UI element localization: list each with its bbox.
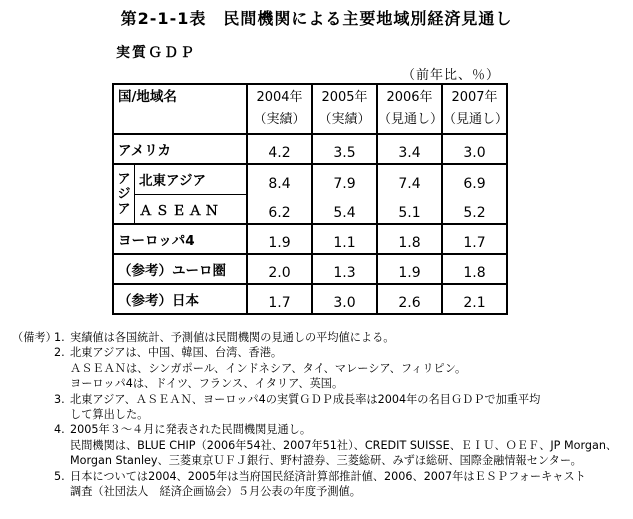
header-row (113, 84, 507, 134)
note-line: ヨーロッパ4は、ドイツ、フランス、イタリア、英国。 (70, 377, 344, 391)
year-kind: （実績） (318, 112, 371, 127)
unit-label: （前年比、％） (402, 68, 501, 83)
table-row (113, 224, 507, 254)
note-item (12, 422, 632, 468)
asia-char: ジ (117, 186, 131, 202)
table-row (113, 134, 507, 164)
value-cell: 6.2 (247, 194, 312, 224)
notes-label: （備考） (12, 331, 57, 344)
year-label: 2007年 (451, 90, 498, 105)
asia-char: ア (117, 171, 131, 187)
asia-char: ア (117, 201, 131, 217)
value-cell: 1.9 (377, 254, 442, 284)
table-subtitle: 実質ＧＤＰ (116, 45, 196, 61)
table-row (113, 164, 507, 194)
value-cell: 1.8 (442, 254, 507, 284)
value-cell: 1.7 (442, 224, 507, 254)
year-label: 2005年 (321, 90, 368, 105)
notes-section (12, 330, 632, 499)
note-item (12, 392, 632, 423)
note-line: 実績値は各国統計、予測値は民間機関の見通しの平均値による。 (70, 331, 395, 344)
row-name: （参考）ユーロ圏 (113, 254, 247, 284)
value-cell: 3.0 (312, 284, 377, 314)
year-kind: （見通し） (378, 112, 444, 127)
value-cell: 8.4 (247, 164, 312, 194)
header-year-2006 (377, 84, 442, 134)
value-cell: 3.0 (442, 134, 507, 164)
year-label: 2006年 (386, 90, 433, 105)
year-label: 2004年 (256, 90, 303, 105)
note-line: 2005年３～４月に発表された民間機関見通し。 (70, 423, 312, 437)
note-number: 1. (54, 331, 65, 344)
value-cell: 5.1 (377, 194, 442, 224)
note-line: 北東アジアは、中国、韓国、台湾、香港。 (70, 346, 283, 360)
value-cell: 3.5 (312, 134, 377, 164)
row-name: ヨーロッパ4 (113, 224, 247, 254)
note-line: 民間機関は、BLUE CHIP（2006年54社、2007年51社）、CREDIT SUISSE、ＥＩＵ、ＯＥＦ、JP Morgan、 (70, 438, 618, 452)
note-number: 3. (54, 392, 65, 406)
value-cell: 7.9 (312, 164, 377, 194)
row-name: ＡＳＥＡＮ (135, 194, 248, 224)
value-cell: 1.9 (247, 224, 312, 254)
value-cell: 2.6 (377, 284, 442, 314)
header-year-2004 (247, 84, 312, 134)
note-line: 北東アジア、ＡＳＥＡＮ、ヨーロッパ4の実質ＧＤＰ成長率は2004年の名目ＧＤＰで加重平均 (70, 392, 541, 406)
year-kind: （実績） (253, 112, 306, 127)
table-row (113, 254, 507, 284)
row-name: アメリカ (113, 134, 247, 164)
table-row (113, 194, 507, 224)
value-cell: 5.4 (312, 194, 377, 224)
note-line: 日本については2004、2005年は当府国民経済計算部推計値、2006、2007年はＥＳＰフォーキャスト (70, 469, 586, 483)
value-cell: 4.2 (247, 134, 312, 164)
value-cell: 1.1 (312, 224, 377, 254)
header-year-2005 (312, 84, 377, 134)
value-cell: 6.9 (442, 164, 507, 194)
value-cell: 2.0 (247, 254, 312, 284)
value-cell: 5.2 (442, 194, 507, 224)
gdp-table (112, 83, 508, 315)
row-name: 北東アジア (135, 164, 248, 194)
header-year-2007 (442, 84, 507, 134)
note-item (12, 330, 632, 345)
note-item (12, 345, 632, 391)
asia-group-label (113, 164, 135, 224)
header-country: 国/地域名 (113, 84, 247, 134)
note-line: 調査（社団法人 経済企画協会）５月公表の年度予測値。 (70, 485, 361, 499)
value-cell: 7.4 (377, 164, 442, 194)
value-cell: 1.7 (247, 284, 312, 314)
value-cell: 2.1 (442, 284, 507, 314)
value-cell: 3.4 (377, 134, 442, 164)
value-cell: 1.3 (312, 254, 377, 284)
note-line: Morgan Stanley、三菱東京ＵＦＪ銀行、野村證券、三菱総研、みずほ総研、国際金融情報センター。 (70, 454, 582, 468)
note-line: ＡＳＥＡＮは、シンガポール、インドネシア、タイ、マレーシア、フィリピン。 (70, 361, 467, 375)
note-number: 2. (54, 346, 65, 360)
row-name: （参考）日本 (113, 284, 247, 314)
note-number: 4. (54, 423, 65, 437)
table-row (113, 284, 507, 314)
year-kind: （見通し） (443, 112, 509, 127)
page-title: 第2-1-1表 民間機関による主要地域別経済見通し (120, 9, 513, 28)
note-number: 5. (54, 469, 65, 483)
note-item (12, 469, 632, 500)
value-cell: 1.8 (377, 224, 442, 254)
note-line: して算出した。 (70, 408, 149, 422)
